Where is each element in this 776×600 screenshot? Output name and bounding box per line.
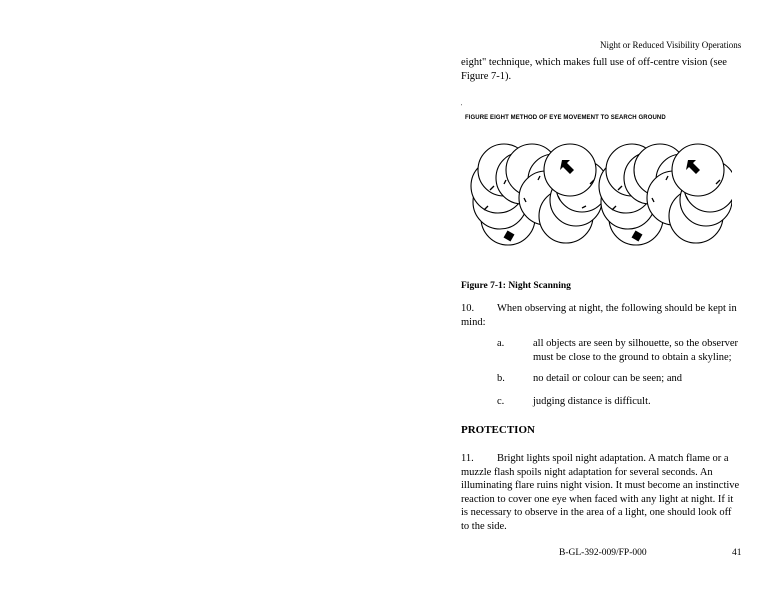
document-code: B-GL-392-009/FP-000 [559, 548, 647, 558]
figure-caption: Figure 7-1: Night Scanning [461, 281, 571, 291]
paragraph-number: 10. [461, 303, 475, 314]
list-item-label: a. [497, 338, 505, 349]
scan-circles-left [471, 144, 608, 245]
list-item [497, 372, 747, 386]
figure-mark: ' [461, 104, 463, 110]
paragraph-text: When observing at night, the following should be kept in mind: [461, 303, 737, 328]
figure-eight-scan-diagram [470, 140, 732, 250]
list-item-text: no detail or colour can be seen; and [533, 373, 682, 384]
paragraph-number: 11. [461, 453, 474, 464]
running-header: Night or Reduced Visibility Operations [600, 40, 742, 50]
list-item-label: c. [497, 396, 505, 407]
list-item [497, 337, 747, 365]
paragraph-text: Bright lights spoil night adaptation. A match flame or a muzzle flash spoils night adaptation for several seconds. An illuminating flare ruins night vision. It must become an instinctive reaction to cover one eye when faced with any light at night. If it is necessary to observe in the area of a light, one should look off to the side. [461, 453, 740, 532]
paragraph-10 [461, 302, 741, 329]
section-heading: PROTECTION [461, 424, 535, 436]
list-item-text: all objects are seen by silhouette, so the observer must be close to the ground to obtain a skyline; [533, 338, 738, 363]
list-item [497, 395, 747, 409]
list-item-text: judging distance is difficult. [533, 396, 651, 407]
list-item-label: b. [497, 373, 505, 384]
scan-circles-right [599, 144, 732, 245]
intro-text: eight" technique, which makes full use of off-centre vision (see Figure 7-1). [461, 57, 727, 82]
figure-title: FIGURE EIGHT METHOD OF EYE MOVEMENT TO SEARCH GROUND [465, 115, 666, 121]
page-number: 41 [732, 548, 742, 558]
paragraph-11 [461, 452, 741, 533]
